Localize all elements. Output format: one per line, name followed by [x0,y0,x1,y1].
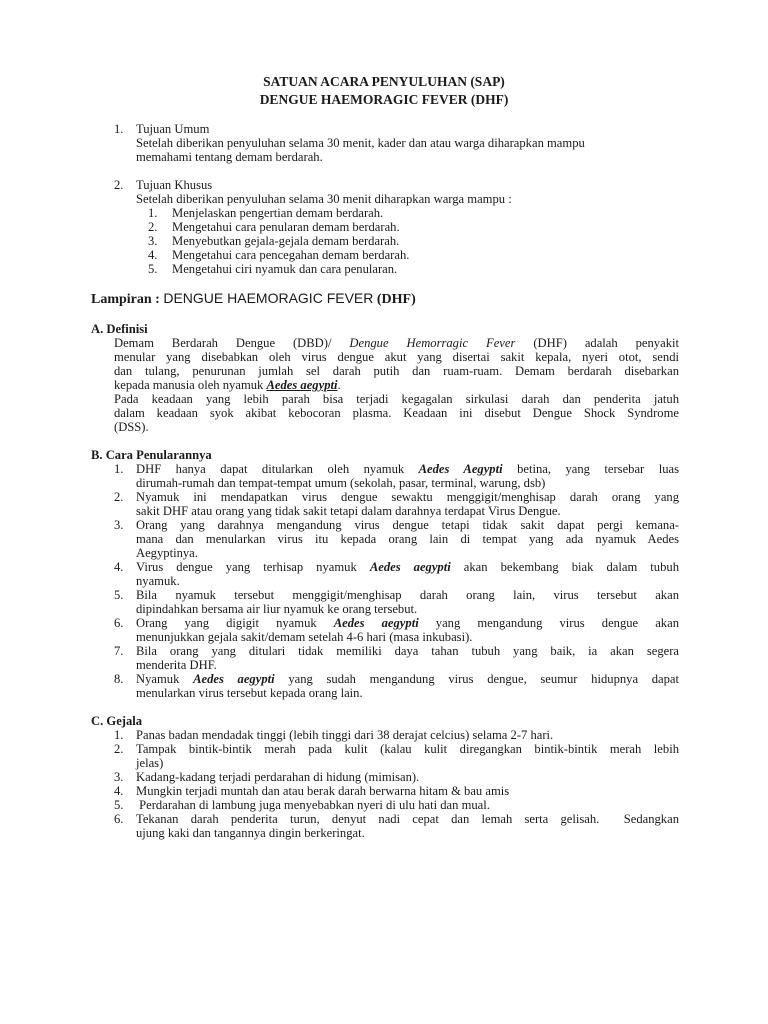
tujuan-khusus-item-number: 1. [148,206,158,220]
penularan-item: Bila orang yang ditulari tidak memiliki daya tahan tubuh yang baik, ia akan segera [136,644,679,658]
tujuan-khusus-heading: Tujuan Khusus [136,178,213,192]
penularan-item-line: menularkan virus tersebut kepada orang lain. [136,686,363,700]
tujuan-khusus-item: Mengetahui ciri nyamuk dan cara penularan. [172,262,398,276]
definisi-heading: A. Definisi [91,322,148,336]
penularan-text: yang sudah mengandung virus dengue, seumur hidupnya dapat [288,672,680,686]
penularan-item: Bila nyamuk tersebut menggigit/menghisap darah orang lain, virus tersebut akan [136,588,679,602]
tujuan-umum-line: memahami tentang demam berdarah. [136,150,323,164]
penularan-text: Virus dengue yang terhisap nyamuk [136,560,357,574]
penularan-term: Aedes aegypti [193,672,275,686]
penularan-item-number: 4. [114,560,124,574]
gejala-heading: C. Gejala [91,714,143,728]
definisi-term: Dengue Hemorragic Fever [349,336,516,350]
definisi-line: Pada keadaan yang lebih parah bisa terjadi kegagalan sirkulasi darah dan penderita jatuh [114,392,679,406]
gejala-item: Kadang-kadang terjadi perdarahan di hidung (mimisan). [136,770,420,784]
penularan-text: Orang yang digigit nyamuk [136,616,317,630]
penularan-item-number: 5. [114,588,124,602]
document-title-line1: SATUAN ACARA PENYULUHAN (SAP) [263,74,505,89]
definisi-line: (DSS). [114,420,149,434]
penularan-item: Nyamuk ini mendapatkan virus dengue sewaktu menggigit/menghisap darah orang yang [136,490,679,504]
penularan-item-number: 7. [114,644,124,658]
penularan-item-line: nyamuk. [136,574,180,588]
tujuan-khusus-item: Mengetahui cara pencegahan demam berdarah. [172,248,410,262]
penularan-item [136,560,679,574]
tujuan-khusus-item: Menjelaskan pengertian demam berdarah. [172,206,384,220]
definisi-text: (DHF) adalah penyakit [533,336,679,350]
penularan-text: betina, yang tersebar luas [517,462,679,476]
gejala-item: Tekanan darah penderita turun, denyut nadi cepat dan lemah serta gelisah. Sedangkan [136,812,679,826]
penularan-item: Orang yang darahnya mengandung virus dengue tetapi tidak sakit dapat pergi kemana- [136,518,679,532]
gejala-item: Tampak bintik-bintik merah pada kulit (kalau kulit diregangkan bintik-bintik merah lebih [136,742,679,756]
definisi-text: kepada manusia oleh nyamuk [114,378,264,392]
penularan-item-line: dirumah-rumah dan tempat-tempat umum (sekolah, pasar, terminal, warung, dsb) [136,476,546,490]
tujuan-khusus-item-number: 2. [148,220,158,234]
tujuan-khusus-item-number: 3. [148,234,158,248]
penularan-item-number: 6. [114,616,124,630]
penularan-item-line: sakit DHF atau orang yang tidak sakit tetapi dalam darahnya terdapat Virus Dengue. [136,504,561,518]
definisi-line: dalam keadaan syok akibat kebocoran plasma. Keadaan ini disebut Dengue Shock Syndrome [114,406,679,420]
penularan-heading: B. Cara Penularannya [91,448,212,462]
penularan-item-line: mana dan menularkan virus itu kepada orang lain di tempat yang ada nyamuk Aedes [136,532,679,546]
tujuan-umum-number: 1. [114,122,124,136]
gejala-item-number: 2. [114,742,124,756]
penularan-item-line: Aegyptinya. [136,546,198,560]
penularan-text: yang mengandung virus dengue akan [435,616,679,630]
definisi-line: menular yang disebabkan oleh virus dengue akut yang disertai sakit kepala, nyeri otot, sendi [114,350,679,364]
tujuan-umum-heading: Tujuan Umum [136,122,210,136]
penularan-item [136,462,679,476]
document-title-line2: DENGUE HAEMORAGIC FEVER (DHF) [259,92,509,107]
gejala-item: Perdarahan di lambung juga menyebabkan nyeri di ulu hati dan mual. [136,798,490,812]
tujuan-khusus-item-number: 4. [148,248,158,262]
definisi-line: dan tulang, penurunan jumlah sel darah putih dan ruam-ruam. Demam berdarah disebarkan [114,364,679,378]
penularan-term: Aedes Aegypti [418,462,503,476]
lampiran-abbrev: (DHF) [376,292,416,307]
tujuan-khusus-intro: Setelah diberikan penyuluhan selama 30 menit diharapkan warga mampu : [136,192,512,206]
penularan-item-number: 2. [114,490,124,504]
penularan-item [136,616,679,630]
gejala-item: Panas badan mendadak tinggi (lebih tinggi dari 38 derajat celcius) selama 2-7 hari. [136,728,554,742]
gejala-item-number: 1. [114,728,124,742]
penularan-item-line: menunjukkan gejala sakit/demam setelah 4-6 hari (masa inkubasi). [136,630,473,644]
tujuan-khusus-item: Menyebutkan gejala-gejala demam berdarah. [172,234,400,248]
definisi-text: Demam Berdarah Dengue (DBD)/ [114,336,332,350]
penularan-item-number: 1. [114,462,124,476]
gejala-item: Mungkin terjadi muntah dan atau berak darah berwarna hitam & bau amis [136,784,510,798]
tujuan-khusus-number: 2. [114,178,124,192]
tujuan-khusus-item: Mengetahui cara penularan demam berdarah. [172,220,400,234]
lampiran-title: DENGUE HAEMORAGIC FEVER [163,290,374,306]
gejala-item-number: 6. [114,812,124,826]
gejala-item-line: jelas) [136,756,164,770]
penularan-text: Nyamuk [136,672,180,686]
definisi-term: Aedes aegypti [266,378,338,392]
tujuan-khusus-item-number: 5. [148,262,158,276]
gejala-item-number: 5. [114,798,124,812]
definisi-line [114,336,679,350]
lampiran-heading [91,290,416,308]
definisi-line [114,378,341,392]
gejala-item-number: 4. [114,784,124,798]
gejala-item-number: 3. [114,770,124,784]
penularan-item-line: menderita DHF. [136,658,217,672]
penularan-item-number: 3. [114,518,124,532]
penularan-item-number: 8. [114,672,124,686]
lampiran-label: Lampiran : [91,292,160,307]
penularan-term: Aedes aegypti [369,560,451,574]
tujuan-umum-line: Setelah diberikan penyuluhan selama 30 menit, kader dan atau warga diharapkan mampu [136,136,585,150]
definisi-text: . [337,378,341,392]
penularan-term: Aedes aegypti [333,616,419,630]
gejala-item-line: ujung kaki dan tangannya dingin berkeringat. [136,826,365,840]
penularan-item-line: dipindahkan bersama air liur nyamuk ke orang tersebut. [136,602,418,616]
penularan-text: akan bekembang biak dalam tubuh [463,560,679,574]
penularan-item [136,672,679,686]
penularan-text: DHF hanya dapat ditularkan oleh nyamuk [136,462,405,476]
